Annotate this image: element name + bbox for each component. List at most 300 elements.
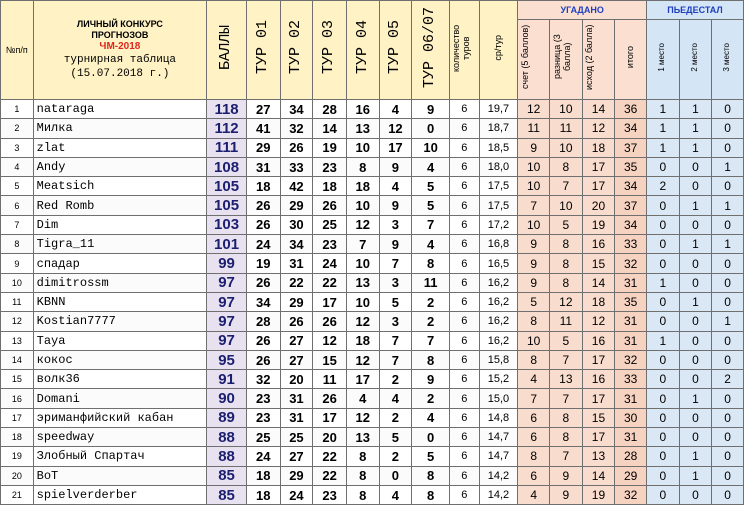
podium-cell: 0 [646,215,679,234]
points-cell: 105 [207,196,247,215]
tour-score-cell: 8 [412,350,450,369]
participant-name: dimitrossm [33,273,206,292]
guessed-total-cell: 34 [615,215,647,234]
tour-score-cell: 7 [412,215,450,234]
tour-score-cell: 16 [346,100,379,119]
tour-score-cell: 31 [280,389,313,408]
podium-cell: 0 [712,428,744,447]
table-row [1,138,744,157]
guessed-cell: 6 [518,408,550,427]
guessed-cell: 12 [550,292,583,311]
podium-cell: 1 [679,292,712,311]
podium-cell: 0 [712,100,744,119]
tour-score-cell: 2 [379,408,412,427]
tour-score-cell: 27 [280,447,313,466]
tour-count-cell: 6 [450,292,480,311]
tour-score-cell: 2 [412,292,450,311]
guessed-total-cell: 37 [615,138,647,157]
podium-cell: 0 [646,235,679,254]
tour-score-cell: 42 [280,177,313,196]
table-row [1,428,744,447]
participant-name: Dim [33,215,206,234]
tour-score-cell: 12 [346,312,379,331]
guessed-cell: 7 [550,350,583,369]
points-cell: 88 [207,428,247,447]
tour-score-cell: 30 [280,215,313,234]
participant-name: zlat [33,138,206,157]
tour-score-cell: 2 [379,370,412,389]
header-count: количество туров [450,1,480,100]
guessed-cell: 12 [582,119,615,138]
row-number: 8 [1,235,34,254]
guessed-total-cell: 35 [615,157,647,176]
podium-cell: 1 [646,331,679,350]
row-number: 6 [1,196,34,215]
tour-score-cell: 22 [280,273,313,292]
table-row [1,254,744,273]
row-number: 1 [1,100,34,119]
average-cell: 16,2 [479,331,518,350]
podium-cell: 0 [712,138,744,157]
guessed-cell: 11 [518,119,550,138]
table-row [1,408,744,427]
tour-score-cell: 26 [246,331,280,350]
tour-score-cell: 22 [313,273,347,292]
average-cell: 14,8 [479,408,518,427]
average-cell: 14,2 [479,466,518,485]
guessed-total-cell: 32 [615,350,647,369]
guessed-cell: 11 [550,119,583,138]
participant-name: Red Romb [33,196,206,215]
tour-score-cell: 7 [346,235,379,254]
podium-cell: 0 [712,215,744,234]
guessed-cell: 18 [582,138,615,157]
tour-score-cell: 31 [280,254,313,273]
tour-score-cell: 33 [280,157,313,176]
tour-score-cell: 26 [313,312,347,331]
points-cell: 101 [207,235,247,254]
guessed-cell: 17 [582,350,615,369]
points-cell: 95 [207,350,247,369]
header-guessed-group: УГАДАНО [518,1,647,20]
podium-cell: 0 [712,292,744,311]
guessed-total-cell: 31 [615,428,647,447]
guessed-cell: 6 [518,466,550,485]
tour-score-cell: 18 [246,177,280,196]
podium-cell: 1 [679,196,712,215]
header-podium-3: 3 место [712,20,744,100]
tour-count-cell: 6 [450,312,480,331]
tour-count-cell: 6 [450,254,480,273]
podium-cell: 1 [679,389,712,408]
table-row [1,157,744,176]
row-number: 2 [1,119,34,138]
participant-name: спадар [33,254,206,273]
tour-count-cell: 6 [450,235,480,254]
guessed-total-cell: 31 [615,331,647,350]
podium-cell: 0 [712,350,744,369]
guessed-cell: 8 [518,447,550,466]
guessed-total-cell: 32 [615,254,647,273]
podium-cell: 2 [712,370,744,389]
guessed-total-cell: 36 [615,100,647,119]
table-row [1,331,744,350]
guessed-cell: 8 [550,157,583,176]
tour-score-cell: 9 [379,157,412,176]
guessed-cell: 18 [582,292,615,311]
podium-cell: 1 [712,235,744,254]
tour-score-cell: 26 [313,196,347,215]
tour-score-cell: 17 [379,138,412,157]
header-podium-group: ПЬЕДЕСТАЛ [646,1,743,20]
table-row [1,292,744,311]
tour-score-cell: 24 [313,254,347,273]
points-cell: 85 [207,466,247,485]
tour-score-cell: 24 [246,447,280,466]
participant-name: spielverderber [33,485,206,504]
podium-cell: 0 [712,119,744,138]
tour-score-cell: 10 [346,138,379,157]
tour-score-cell: 2 [412,312,450,331]
guessed-cell: 13 [550,370,583,389]
podium-cell: 0 [679,408,712,427]
header-tour-5: ТУР 05 [379,1,412,100]
average-cell: 16,2 [479,292,518,311]
tour-score-cell: 18 [313,177,347,196]
header-guessed-score: счет (5 баллов) [518,20,550,100]
tour-score-cell: 9 [379,196,412,215]
table-row [1,119,744,138]
table-row [1,100,744,119]
tour-score-cell: 12 [313,331,347,350]
tour-score-cell: 10 [346,254,379,273]
guessed-cell: 10 [518,157,550,176]
tour-score-cell: 17 [346,370,379,389]
tour-score-cell: 19 [313,138,347,157]
table-header [1,1,744,100]
guessed-cell: 8 [550,428,583,447]
podium-cell: 0 [646,196,679,215]
tour-score-cell: 23 [313,485,347,504]
guessed-cell: 8 [550,235,583,254]
tour-score-cell: 17 [313,292,347,311]
header-tour-1: ТУР 01 [246,1,280,100]
points-cell: 97 [207,312,247,331]
podium-cell: 0 [712,254,744,273]
guessed-cell: 16 [582,331,615,350]
tour-score-cell: 8 [346,485,379,504]
table-body [1,100,744,505]
tour-score-cell: 5 [412,447,450,466]
average-cell: 15,8 [479,350,518,369]
podium-cell: 0 [646,466,679,485]
guessed-cell: 9 [518,138,550,157]
guessed-cell: 10 [518,331,550,350]
header-num: №п/п [1,1,34,100]
tour-count-cell: 6 [450,119,480,138]
row-number: 17 [1,408,34,427]
tour-score-cell: 3 [379,273,412,292]
tour-score-cell: 18 [346,177,379,196]
guessed-cell: 17 [582,157,615,176]
guessed-total-cell: 33 [615,235,647,254]
podium-cell: 0 [679,273,712,292]
tour-score-cell: 34 [246,292,280,311]
average-cell: 17,5 [479,177,518,196]
average-cell: 14,2 [479,485,518,504]
guessed-total-cell: 31 [615,273,647,292]
average-cell: 17,5 [479,196,518,215]
participant-name: Tigra_11 [33,235,206,254]
tour-score-cell: 23 [246,389,280,408]
guessed-cell: 13 [582,447,615,466]
participant-name: Domani [33,389,206,408]
podium-cell: 0 [712,485,744,504]
tour-score-cell: 26 [246,273,280,292]
tour-score-cell: 2 [379,447,412,466]
tour-count-cell: 6 [450,331,480,350]
podium-cell: 0 [679,215,712,234]
tour-score-cell: 17 [313,408,347,427]
guessed-cell: 4 [518,370,550,389]
guessed-cell: 5 [550,331,583,350]
tour-count-cell: 6 [450,100,480,119]
tour-score-cell: 5 [412,196,450,215]
tour-score-cell: 18 [346,331,379,350]
participant-name: Meatsich [33,177,206,196]
guessed-cell: 8 [550,254,583,273]
tour-score-cell: 0 [412,428,450,447]
tour-score-cell: 31 [246,157,280,176]
tour-score-cell: 7 [379,331,412,350]
guessed-cell: 8 [550,408,583,427]
tour-score-cell: 26 [246,196,280,215]
row-number: 11 [1,292,34,311]
guessed-cell: 4 [518,485,550,504]
podium-cell: 1 [646,100,679,119]
tour-score-cell: 5 [412,177,450,196]
header-tour-6: ТУР 06/07 [412,1,450,100]
tour-score-cell: 25 [246,428,280,447]
participant-name: KBNN [33,292,206,311]
tour-score-cell: 8 [412,485,450,504]
row-number: 16 [1,389,34,408]
tour-score-cell: 10 [346,196,379,215]
tour-count-cell: 6 [450,408,480,427]
points-cell: 85 [207,485,247,504]
guessed-cell: 7 [518,196,550,215]
tour-score-cell: 0 [412,119,450,138]
tour-score-cell: 8 [346,466,379,485]
tour-score-cell: 12 [379,119,412,138]
tour-score-cell: 18 [246,485,280,504]
row-number: 3 [1,138,34,157]
guessed-cell: 12 [582,312,615,331]
average-cell: 17,2 [479,215,518,234]
guessed-cell: 9 [550,466,583,485]
tour-score-cell: 28 [313,100,347,119]
average-cell: 16,5 [479,254,518,273]
header-guessed-total: итого [615,20,647,100]
title-block [33,1,206,100]
tour-score-cell: 8 [412,466,450,485]
podium-cell: 1 [712,312,744,331]
podium-cell: 2 [646,177,679,196]
tour-score-cell: 7 [379,350,412,369]
tour-count-cell: 6 [450,389,480,408]
header-guessed-diff: разница (3 балла) [550,20,583,100]
guessed-cell: 10 [518,215,550,234]
table-row [1,312,744,331]
guessed-cell: 12 [518,100,550,119]
average-cell: 19,7 [479,100,518,119]
row-number: 15 [1,370,34,389]
podium-cell: 0 [646,312,679,331]
header-podium-2: 2 место [679,20,712,100]
tour-count-cell: 6 [450,273,480,292]
points-cell: 97 [207,292,247,311]
tour-score-cell: 12 [346,215,379,234]
title-date: (15.07.2018 г.) [70,67,170,80]
tour-score-cell: 3 [379,215,412,234]
tour-score-cell: 26 [280,312,313,331]
tour-score-cell: 41 [246,119,280,138]
podium-cell: 0 [712,466,744,485]
tour-score-cell: 25 [313,215,347,234]
guessed-cell: 14 [582,100,615,119]
points-cell: 89 [207,408,247,427]
tour-score-cell: 32 [246,370,280,389]
tour-score-cell: 14 [313,119,347,138]
guessed-cell: 16 [582,370,615,389]
participant-name: волк36 [33,370,206,389]
participant-name: Andy [33,157,206,176]
tour-score-cell: 13 [346,428,379,447]
podium-cell: 0 [679,312,712,331]
points-cell: 112 [207,119,247,138]
participant-name: nataraga [33,100,206,119]
guessed-cell: 11 [550,312,583,331]
podium-cell: 0 [712,331,744,350]
tour-score-cell: 8 [346,157,379,176]
guessed-cell: 9 [518,235,550,254]
tour-score-cell: 26 [246,350,280,369]
points-cell: 90 [207,389,247,408]
podium-cell: 0 [646,389,679,408]
guessed-cell: 10 [550,100,583,119]
guessed-cell: 15 [582,408,615,427]
tour-count-cell: 6 [450,466,480,485]
guessed-cell: 7 [550,177,583,196]
tour-score-cell: 24 [246,235,280,254]
table-row [1,273,744,292]
tour-score-cell: 5 [379,292,412,311]
average-cell: 16,8 [479,235,518,254]
podium-cell: 1 [679,100,712,119]
podium-cell: 0 [679,350,712,369]
points-cell: 91 [207,370,247,389]
podium-cell: 0 [646,254,679,273]
tour-score-cell: 32 [280,119,313,138]
table-row [1,235,744,254]
title-line1: ЛИЧНЫЙ КОНКУРС [76,18,163,29]
header-avg: ср/тур [479,1,518,100]
podium-cell: 1 [679,466,712,485]
tour-count-cell: 6 [450,350,480,369]
podium-cell: 0 [646,292,679,311]
points-cell: 108 [207,157,247,176]
points-cell: 97 [207,331,247,350]
tour-score-cell: 29 [280,196,313,215]
guessed-cell: 10 [550,196,583,215]
tour-score-cell: 26 [246,215,280,234]
row-number: 5 [1,177,34,196]
header-tour-2: ТУР 02 [280,1,313,100]
tour-score-cell: 23 [246,408,280,427]
tour-count-cell: 6 [450,428,480,447]
tour-score-cell: 9 [379,235,412,254]
tour-score-cell: 27 [280,331,313,350]
tour-score-cell: 3 [379,312,412,331]
podium-cell: 0 [712,408,744,427]
tour-count-cell: 6 [450,485,480,504]
tour-score-cell: 25 [280,428,313,447]
tour-score-cell: 15 [313,350,347,369]
tour-count-cell: 6 [450,138,480,157]
participant-name: speedway [33,428,206,447]
guessed-cell: 9 [518,254,550,273]
podium-cell: 1 [679,138,712,157]
tour-score-cell: 4 [412,408,450,427]
points-cell: 111 [207,138,247,157]
podium-cell: 0 [646,447,679,466]
tour-count-cell: 6 [450,157,480,176]
tour-score-cell: 24 [280,485,313,504]
row-number: 21 [1,485,34,504]
row-number: 7 [1,215,34,234]
tour-count-cell: 6 [450,215,480,234]
guessed-cell: 15 [582,254,615,273]
guessed-total-cell: 34 [615,119,647,138]
tour-score-cell: 27 [280,350,313,369]
tour-score-cell: 12 [346,350,379,369]
points-cell: 103 [207,215,247,234]
tour-score-cell: 4 [412,235,450,254]
tour-score-cell: 10 [412,138,450,157]
table-row [1,350,744,369]
podium-cell: 0 [679,428,712,447]
average-cell: 15,0 [479,389,518,408]
podium-cell: 1 [646,119,679,138]
title-line2: ПРОГНОЗОВ [91,30,149,40]
table-row [1,215,744,234]
podium-cell: 0 [646,485,679,504]
points-cell: 99 [207,254,247,273]
podium-cell: 0 [646,428,679,447]
podium-cell: 1 [679,119,712,138]
podium-cell: 1 [646,138,679,157]
title-event: ЧМ-2018 [99,41,141,53]
podium-cell: 0 [712,273,744,292]
podium-cell: 0 [646,408,679,427]
podium-cell: 0 [712,177,744,196]
guessed-total-cell: 32 [615,485,647,504]
tour-score-cell: 4 [379,177,412,196]
tour-count-cell: 6 [450,196,480,215]
podium-cell: 1 [712,157,744,176]
tour-score-cell: 22 [313,466,347,485]
header-guessed-outcome: исход (2 балла) [582,20,615,100]
